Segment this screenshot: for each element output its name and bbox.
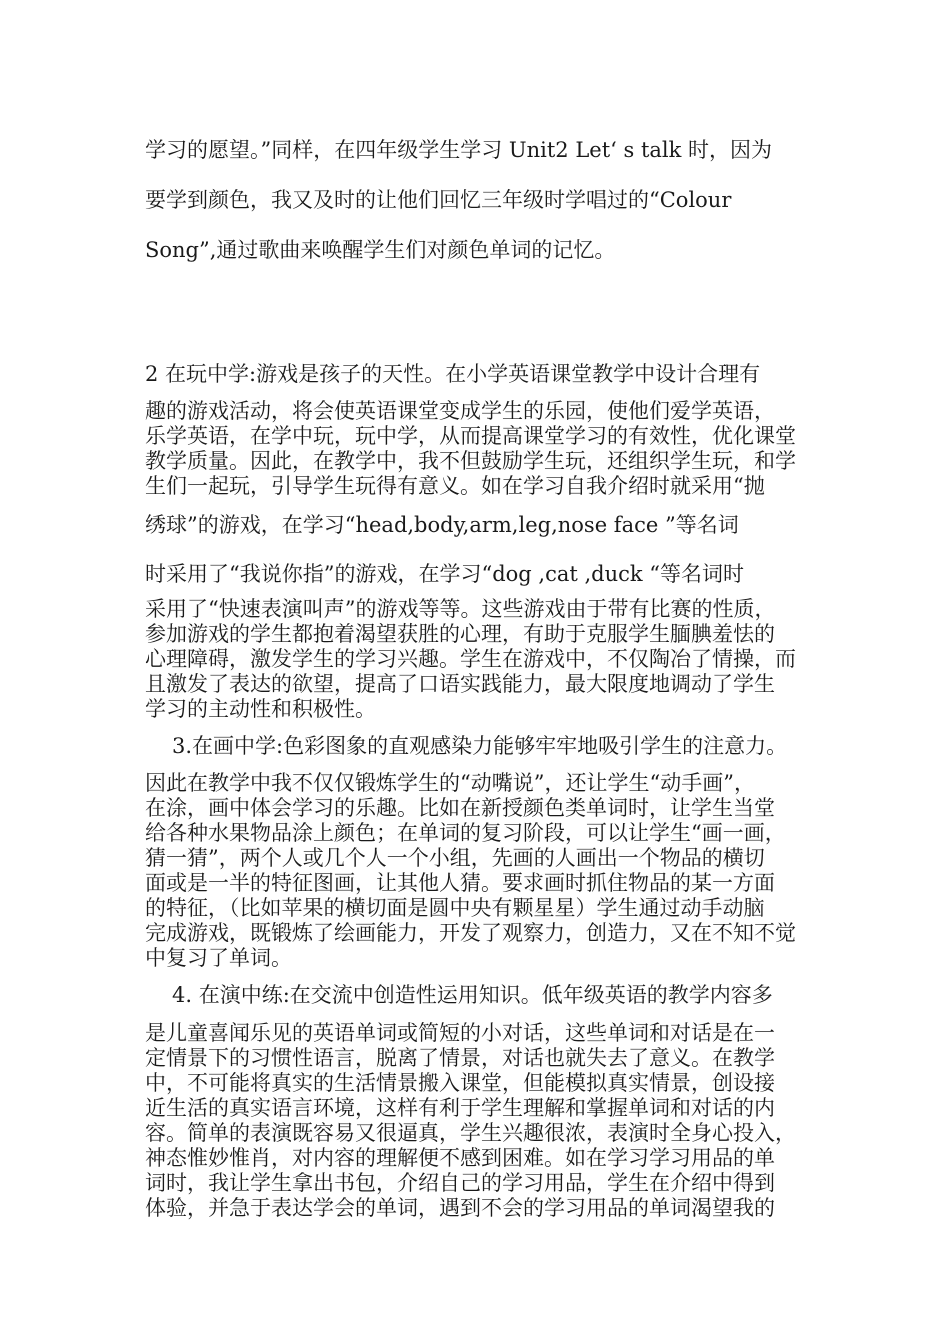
paragraph-games-body	[145, 597, 825, 722]
text-line: 绣球”的游戏，在学习“head,body,arm,leg,nose face ”等名词	[145, 513, 739, 537]
text-line: 心理障碍，激发学生的学习兴趣。学生在游戏中，不仅陶冶了情操，而	[145, 647, 796, 671]
text-line: 学习的主动性和积极性。	[145, 697, 376, 721]
paragraph-heading-act	[145, 983, 852, 1008]
text-line: 教学质量。因此，在教学中，我不但鼓励学生玩，还组织学生玩，和学	[145, 449, 796, 473]
text-line: 近生活的真实语言环境，这样有利于学生理解和掌握单词和对话的内	[145, 1096, 775, 1120]
text-line: 给各种水果物品涂上颜色；在单词的复习阶段，可以让学生“画一画，	[145, 821, 786, 845]
text-line: 参加游戏的学生都抱着渴望获胜的心理，有助于克服学生腼腆羞怯的	[145, 622, 775, 646]
paragraph-heading-play	[145, 349, 825, 399]
text-line: 猜一猜”，两个人或几个人一个小组，先画的人画出一个物品的横切	[145, 846, 765, 870]
text-line: 4. 在演中练:在交流中创造性运用知识。低年级英语的教学内容多	[172, 983, 773, 1007]
text-line: 在涂，画中体会学习的乐趣。比如在新授颜色类单词时，让学生当堂	[145, 796, 775, 820]
text-line: 2 在玩中学:游戏是孩子的天性。在小学英语课堂教学中设计合理有	[145, 362, 761, 386]
paragraph-draw-body	[145, 771, 825, 971]
paragraph-intro	[145, 125, 825, 275]
text-line: 学习的愿望。”同样，在四年级学生学习 Unit2 Let‘ s talk 时，因为	[145, 138, 773, 162]
paragraph-games-2	[145, 549, 825, 599]
text-line: 采用了“快速表演叫声”的游戏等等。这些游戏由于带有比赛的性质，	[145, 597, 776, 621]
text-line: 面或是一半的特征图画，让其他人猜。要求画时抓住物品的某一方面	[145, 871, 775, 895]
text-line: 时采用了“我说你指”的游戏，在学习“dog ,cat ,duck “等名词时	[145, 562, 745, 586]
text-line: 的特征，（比如苹果的横切面是圆中央有颗星星）学生通过动手动脑	[145, 896, 765, 920]
text-line: 定情景下的习惯性语言，脱离了情景，对话也就失去了意义。在教学	[145, 1046, 775, 1070]
text-line: 完成游戏，既锻炼了绘画能力，开发了观察力，创造力，又在不知不觉	[145, 921, 796, 945]
text-line: 神态惟妙惟肖，对内容的理解便不感到困难。如在学习学习用品的单	[145, 1146, 775, 1170]
text-line: 3.在画中学:色彩图象的直观感染力能够牢牢地吸引学生的注意力。	[172, 734, 788, 758]
text-line: 中复习了单词。	[145, 946, 292, 970]
text-line: 且激发了表达的欲望，提高了口语实践能力，最大限度地调动了学生	[145, 672, 775, 696]
text-line: 体验，并急于表达学会的单词，遇到不会的学习用品的单词渴望我的	[145, 1196, 775, 1220]
text-line: 趣的游戏活动，将会使英语课堂变成学生的乐园，使他们爱学英语，	[145, 399, 775, 423]
text-line: 生们一起玩，引导学生玩得有意义。如在学习自我介绍时就采用“抛	[145, 474, 765, 498]
text-line: 容。简单的表演既容易又很逼真，学生兴趣很浓，表演时全身心投入，	[145, 1121, 796, 1145]
text-line: 乐学英语，在学中玩，玩中学，从而提高课堂学习的有效性，优化课堂	[145, 424, 796, 448]
text-line: Song”,通过歌曲来唤醒学生们对颜色单词的记忆。	[145, 238, 616, 262]
text-line: 因此在教学中我不仅仅锻炼学生的“动嘴说”，还让学生“动手画”，	[145, 771, 755, 795]
text-line: 词时，我让学生拿出书包，介绍自己的学习用品，学生在介绍中得到	[145, 1171, 775, 1195]
text-line: 中，不可能将真实的生活情景搬入课堂，但能模拟真实情景，创设接	[145, 1071, 775, 1095]
text-line: 是儿童喜闻乐见的英语单词或简短的小对话，这些单词和对话是在一	[145, 1021, 775, 1045]
paragraph-act-body	[145, 1021, 825, 1221]
paragraph-heading-draw	[145, 734, 852, 759]
paragraph-play-body	[145, 399, 825, 499]
paragraph-games-1	[145, 500, 825, 550]
text-line: 要学到颜色，我又及时的让他们回忆三年级时学唱过的“Colour	[145, 188, 732, 212]
